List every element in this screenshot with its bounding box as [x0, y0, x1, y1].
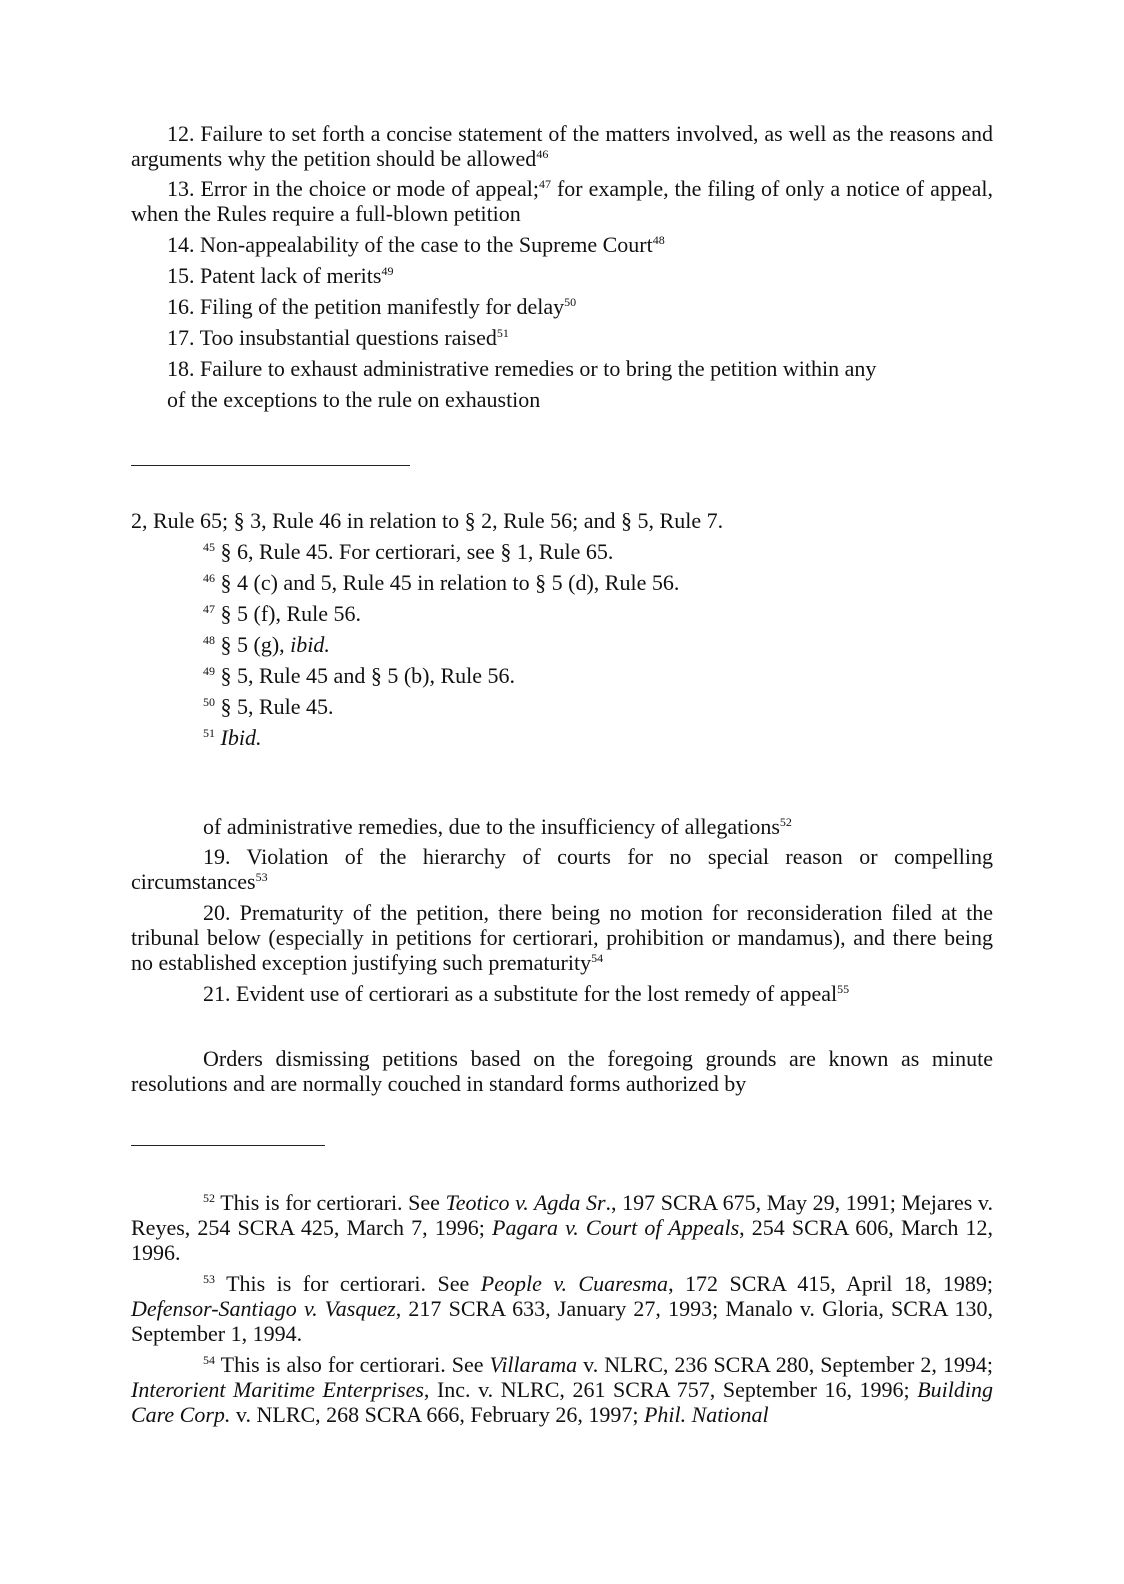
footnote-number-49: 49 — [203, 664, 215, 678]
footnote-number-52: 52 — [203, 1191, 215, 1205]
list-item-18-continuation — [131, 814, 993, 839]
footnote-51-italic: Ibid. — [220, 725, 262, 750]
list-item-15 — [131, 263, 993, 288]
list-item-18-continuation-text: of administrative remedies, due to the insufficiency of allegations — [203, 814, 780, 839]
list-item-13-text-b: for example, the filing of only a notice of appeal, when the Rules require a full-blown petition — [131, 176, 993, 226]
list-item-16-text: 16. Filing of the petition manifestly for delay — [167, 294, 565, 319]
list-item-19 — [131, 844, 993, 894]
list-item-18-line-2: of the exceptions to the rule on exhaustion — [167, 387, 541, 412]
footnote-ref-55[interactable]: 55 — [837, 982, 850, 996]
list-item-20 — [131, 900, 993, 975]
footnote-50-text: § 5, Rule 45. — [215, 694, 334, 719]
footnote-52-text-2: ., 197 SCRA 675, May 29, 1991; Mejares v. Reyes, 254 SCRA 425, March 7, 1996; — [131, 1190, 993, 1240]
footnote-ref-46[interactable]: 46 — [536, 147, 549, 161]
footnote-54 — [131, 1352, 993, 1427]
list-item-18-line-1: 18. Failure to exhaust administrative remedies or to bring the petition within any — [167, 356, 877, 381]
footnote-48-text: § 5 (g), — [215, 632, 291, 657]
footnote-54-case-1: Villarama — [489, 1352, 578, 1377]
footnote-number-45: 45 — [203, 540, 215, 554]
footnote-ref-53[interactable]: 53 — [255, 870, 268, 884]
list-item-13 — [131, 176, 993, 226]
footnote-48-italic: ibid. — [290, 632, 330, 657]
footnote-46-text: § 4 (c) and 5, Rule 45 in relation to § 5 (d), Rule 56. — [215, 570, 680, 595]
footnotes-bottom — [131, 1190, 993, 1427]
footnote-50 — [131, 691, 993, 722]
footnote-45-text: § 6, Rule 45. For certiorari, see § 1, Rule 65. — [215, 539, 614, 564]
footnote-ref-54[interactable]: 54 — [591, 951, 604, 965]
footnote-52-text-3: , 254 SCRA 606, March 12, 1996. — [131, 1215, 993, 1265]
footnote-53-text-1: This is for certiorari. See — [215, 1271, 481, 1296]
list-item-15-text: 15. Patent lack of merits — [167, 263, 382, 288]
list-item-19-text: 19. Violation of the hierarchy of courts for no special reason or compelling circumstances — [131, 844, 993, 894]
list-item-16 — [131, 294, 993, 319]
footnote-53 — [131, 1271, 993, 1346]
footnote-45 — [131, 536, 993, 567]
list-item-17-text: 17. Too insubstantial questions raised — [167, 325, 497, 350]
footnote-ref-51[interactable]: 51 — [496, 326, 509, 340]
footnote-54-case-4: Phil. National — [643, 1402, 769, 1427]
footnote-number-53: 53 — [203, 1272, 215, 1286]
footnote-52 — [131, 1190, 993, 1265]
footnote-53-text-3: , 217 SCRA 633, January 27, 1993; Manalo v. Gloria, SCRA 130, September 1, 1994. — [131, 1296, 993, 1346]
footnote-number-54: 54 — [203, 1353, 215, 1367]
list-item-17 — [131, 325, 993, 350]
footnote-49-text: § 5, Rule 45 and § 5 (b), Rule 56. — [215, 663, 516, 688]
footnote-number-48: 48 — [203, 633, 215, 647]
list-item-12-text: 12. Failure to set forth a concise statement of the matters involved, as well as the reasons and arguments why the petition should be allowed — [131, 121, 993, 171]
footnote-53-text-2: , 172 SCRA 415, April 18, 1989; — [668, 1271, 993, 1296]
footnote-51 — [131, 722, 993, 753]
footnote-49 — [131, 660, 993, 691]
footnote-ref-49[interactable]: 49 — [381, 264, 394, 278]
list-item-20-text: 20. Prematurity of the petition, there being no motion for reconsideration filed at the tribunal below (especially in petitions for certiorari, prohibition or mandamus), and there being no established exception justifying such prematurity — [131, 900, 993, 975]
grounds-list-top — [131, 121, 993, 412]
list-item-21-text: 21. Evident use of certiorari as a substitute for the lost remedy of appeal — [203, 981, 838, 1006]
footnote-ref-50[interactable]: 50 — [564, 295, 577, 309]
footnote-ref-48[interactable]: 48 — [652, 233, 665, 247]
footnote-47 — [131, 598, 993, 629]
list-item-14 — [131, 232, 993, 257]
footnote-separator-top — [131, 465, 410, 466]
footnote-number-47: 47 — [203, 602, 215, 616]
footnote-continuation: 2, Rule 65; § 3, Rule 46 in relation to § 2, Rule 56; and § 5, Rule 7. — [131, 508, 724, 533]
footnote-54-text-4: v. NLRC, 268 SCRA 666, February 26, 1997; — [230, 1402, 644, 1427]
footnote-52-text-1: This is for certiorari. See — [215, 1190, 446, 1215]
footnote-number-51: 51 — [203, 726, 215, 740]
footnote-52-case-2: Pagara v. Court of Appeals — [492, 1215, 740, 1240]
footnote-ref-47[interactable]: 47 — [539, 177, 552, 191]
footnote-52-case-1: Teotico v. Agda Sr — [445, 1190, 606, 1215]
minute-resolutions-paragraph: Orders dismissing petitions based on the foregoing grounds are known as minute resolutions and are normally couched in standard forms authorized by — [131, 1046, 993, 1096]
footnote-54-case-2: Interorient Maritime Enterprises — [131, 1377, 424, 1402]
list-item-13-text-a: 13. Error in the choice or mode of appeal; — [167, 176, 540, 201]
footnote-ref-52[interactable]: 52 — [779, 815, 792, 829]
grounds-list-bottom — [131, 814, 993, 1096]
footnote-46 — [131, 567, 993, 598]
footnote-53-case-1: People v. Cuaresma — [480, 1271, 669, 1296]
footnote-number-50: 50 — [203, 695, 215, 709]
footnote-separator-bottom — [131, 1145, 325, 1146]
footnote-53-case-2: Defensor-Santiago v. Vasquez — [131, 1296, 396, 1321]
footnotes-top — [131, 505, 993, 753]
list-item-12 — [131, 121, 993, 171]
footnote-48 — [131, 629, 993, 660]
footnote-number-46: 46 — [203, 571, 215, 585]
footnote-54-text-2: v. NLRC, 236 SCRA 280, September 2, 1994; — [577, 1352, 993, 1377]
footnote-47-text: § 5 (f), Rule 56. — [215, 601, 362, 626]
footnote-54-text-1: This is also for certiorari. See — [215, 1352, 490, 1377]
list-item-14-text: 14. Non-appealability of the case to the Supreme Court — [167, 232, 653, 257]
list-item-21 — [131, 981, 993, 1006]
footnote-54-text-3: , Inc. v. NLRC, 261 SCRA 757, September 16, 1996; — [423, 1377, 918, 1402]
footnote-54-case-3: Building Care Corp. — [131, 1377, 993, 1427]
